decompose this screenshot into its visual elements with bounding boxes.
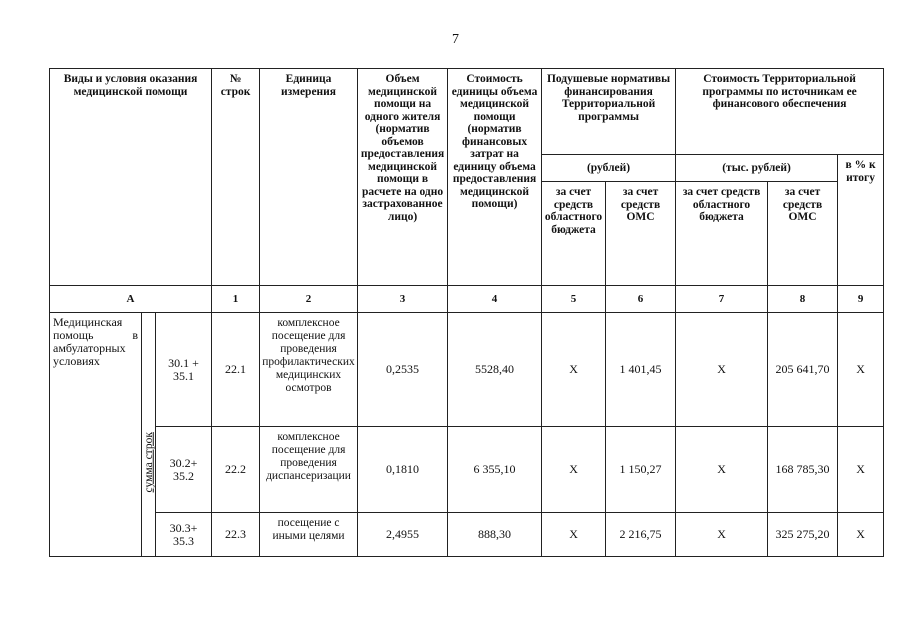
row-pc-oms: 1 150,27 xyxy=(606,427,676,513)
row-volume: 2,4955 xyxy=(358,513,448,557)
header-unit-cost: Стоимость единицы объема медицинской помощи (норматив финансовых затрат на единицу объема предоставления медицинской помощи) xyxy=(448,69,542,286)
header-type: Виды и условия оказания медицинской помощи xyxy=(50,69,212,286)
row-unit-cost: 888,30 xyxy=(448,513,542,557)
row-tc-oms: 168 785,30 xyxy=(768,427,838,513)
index-cell: 7 xyxy=(676,286,768,313)
index-cell: 1 xyxy=(212,286,260,313)
row-sum-formula: 30.2+ 35.2 xyxy=(156,427,212,513)
row-tc-regional-budget: Х xyxy=(676,313,768,427)
header-volume: Объем медицинской помощи на одного жителя (норматив объемов предоставления медицинской помощи в расчете на одно застрахованное лицо) xyxy=(358,69,448,286)
row-unit: комплексное посещение для проведения диспансеризации xyxy=(260,427,358,513)
header-pc-oms: за счет средств ОМС xyxy=(606,182,676,286)
index-cell: 6 xyxy=(606,286,676,313)
index-cell: 2 xyxy=(260,286,358,313)
table-row xyxy=(50,427,884,513)
row-volume: 0,1810 xyxy=(358,427,448,513)
row-unit-cost: 5528,40 xyxy=(448,313,542,427)
row-number: 22.1 xyxy=(212,313,260,427)
index-cell: А xyxy=(50,286,212,313)
header-pc-regional-budget: за счет средств областного бюджета xyxy=(542,182,606,286)
row-pc-oms: 2 216,75 xyxy=(606,513,676,557)
row-pc-regional-budget: Х xyxy=(542,513,606,557)
row-number: 22.3 xyxy=(212,513,260,557)
row-unit: посещение с иными целями xyxy=(260,513,358,557)
index-cell: 8 xyxy=(768,286,838,313)
index-cell: 9 xyxy=(838,286,884,313)
row-tc-regional-budget: Х xyxy=(676,513,768,557)
table-row xyxy=(50,513,884,557)
row-pc-regional-budget: Х xyxy=(542,313,606,427)
header-per-capita: Подушевые нормативы финансирования Территориальной программы xyxy=(542,69,676,155)
header-tc-oms: за счет средств ОМС xyxy=(768,182,838,286)
header-unit: Единица измерения xyxy=(260,69,358,286)
row-sum-formula: 30.1 + 35.1 xyxy=(156,313,212,427)
row-tc-oms: 325 275,20 xyxy=(768,513,838,557)
row-number: 22.2 xyxy=(212,427,260,513)
header-territorial-cost: Стоимость Территориальной программы по источникам ее финансового обеспечения xyxy=(676,69,884,155)
header-tc-regional-budget: за счет средств областного бюджета xyxy=(676,182,768,286)
sum-of-rows-label: сумма строк xyxy=(142,313,156,557)
group-label: Медицинская помощь в амбулаторных условиях xyxy=(50,313,142,557)
row-volume: 0,2535 xyxy=(358,313,448,427)
header-rubles: (рублей) xyxy=(542,155,676,182)
table-row xyxy=(50,313,884,427)
financing-table xyxy=(49,68,884,557)
row-pc-oms: 1 401,45 xyxy=(606,313,676,427)
header-thousand-rubles: (тыс. рублей) xyxy=(676,155,838,182)
index-cell: 4 xyxy=(448,286,542,313)
row-tc-oms: 205 641,70 xyxy=(768,313,838,427)
page-number: 7 xyxy=(452,32,459,47)
row-percent: Х xyxy=(838,313,884,427)
row-percent: Х xyxy=(838,427,884,513)
header-percent-total: в % к итогу xyxy=(838,155,884,286)
row-pc-regional-budget: Х xyxy=(542,427,606,513)
row-percent: Х xyxy=(838,513,884,557)
row-unit: комплексное посещение для проведения профилактических медицинских осмотров xyxy=(260,313,358,427)
index-cell: 5 xyxy=(542,286,606,313)
row-unit-cost: 6 355,10 xyxy=(448,427,542,513)
row-sum-formula: 30.3+ 35.3 xyxy=(156,513,212,557)
index-cell: 3 xyxy=(358,286,448,313)
header-row-number: № строк xyxy=(212,69,260,286)
row-tc-regional-budget: Х xyxy=(676,427,768,513)
